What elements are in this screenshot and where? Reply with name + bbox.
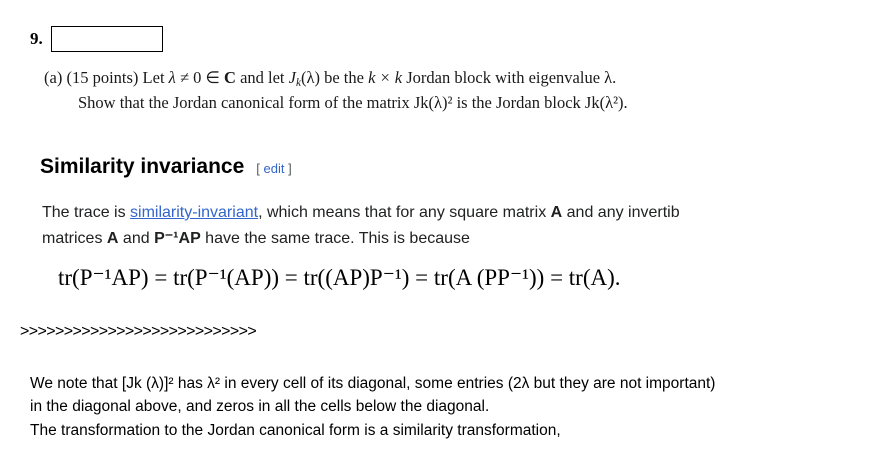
part-a-line-2: Show that the Jordan canonical form of the matrix Jk(λ)² is the Jordan block Jk(λ²). xyxy=(78,93,628,113)
edit-bracket-close: ] xyxy=(288,161,292,176)
matrix-A-symbol-2: A xyxy=(106,230,119,248)
equation-equals-4: = xyxy=(550,265,564,290)
paragraph-line2-seg1: matrices xyxy=(42,230,107,248)
equation-equals-3: = xyxy=(415,265,429,290)
equation-term-5: tr(A). xyxy=(568,265,621,290)
part-a-points: (15 points) xyxy=(66,68,139,87)
paragraph-seg-1: The trace is xyxy=(42,204,131,221)
equation-equals-1: = xyxy=(154,265,168,290)
lambda-symbol: λ xyxy=(168,68,176,87)
jordan-block-symbol: J xyxy=(288,68,296,87)
trace-identity-equation xyxy=(58,265,838,291)
part-a-text-pre: Let xyxy=(142,68,169,87)
part-a-label: (a) xyxy=(44,68,63,87)
part-a-tail: Jordan block with eigenvalue λ. xyxy=(402,68,617,87)
section-title: Similarity invariance xyxy=(40,155,245,178)
edit-bracket-open: [ xyxy=(256,161,260,176)
problem-header xyxy=(30,26,163,52)
equation-term-1: tr(P⁻¹AP) xyxy=(58,265,149,290)
section-heading xyxy=(40,155,292,179)
jordan-block-subscript: k xyxy=(295,77,301,90)
problem-number: 9. xyxy=(30,29,43,48)
k-by-k: k × k xyxy=(368,68,403,87)
paragraph-line2-tail: have the same trace. This is because xyxy=(200,230,470,248)
complex-set-symbol: C xyxy=(224,68,236,87)
paragraph-line-1 xyxy=(42,200,885,226)
note-line-3: The transformation to the Jordan canonical form is a similarity transformation, xyxy=(30,421,561,439)
equation-term-2: tr(P⁻¹(AP)) xyxy=(173,265,280,290)
similarity-invariance-paragraph xyxy=(42,200,885,253)
matrix-PAP-symbol: P⁻¹AP xyxy=(154,230,201,248)
paragraph-seg-2: , which means that for any square matrix xyxy=(258,204,551,221)
part-a-arg: (λ) be the xyxy=(300,68,369,87)
part-a-neq: ≠ 0 ∈ xyxy=(175,68,225,87)
matrix-A-symbol: A xyxy=(550,204,563,221)
equation-term-3: tr((AP)P⁻¹) xyxy=(303,265,410,290)
solution-note xyxy=(30,372,870,442)
equation-equals-2: = xyxy=(284,265,298,290)
edit-link-label[interactable]: edit xyxy=(263,161,285,176)
note-line-1: We note that [Jk (λ)]² has λ² in every cell of its diagonal, some entries (2λ but they are not important) xyxy=(30,375,716,392)
similarity-invariant-link[interactable]: similarity-invariant xyxy=(130,204,259,221)
problem-part-a xyxy=(44,66,844,115)
paragraph-seg-3: and any invertib xyxy=(562,204,680,221)
edit-section-link[interactable] xyxy=(256,161,291,176)
note-line-2: in the diagonal above, and zeros in all the cells below the diagonal. xyxy=(30,398,490,416)
arrow-separator: >>>>>>>>>>>>>>>>>>>>>>>>>>> xyxy=(20,323,257,340)
part-a-line-1 xyxy=(44,66,844,91)
paragraph-line-2 xyxy=(42,226,885,252)
part-a-mid: and let xyxy=(235,68,289,87)
equation-term-4: tr(A (PP⁻¹)) xyxy=(433,265,545,290)
paragraph-and: and xyxy=(118,230,155,248)
answer-input[interactable] xyxy=(51,26,163,52)
